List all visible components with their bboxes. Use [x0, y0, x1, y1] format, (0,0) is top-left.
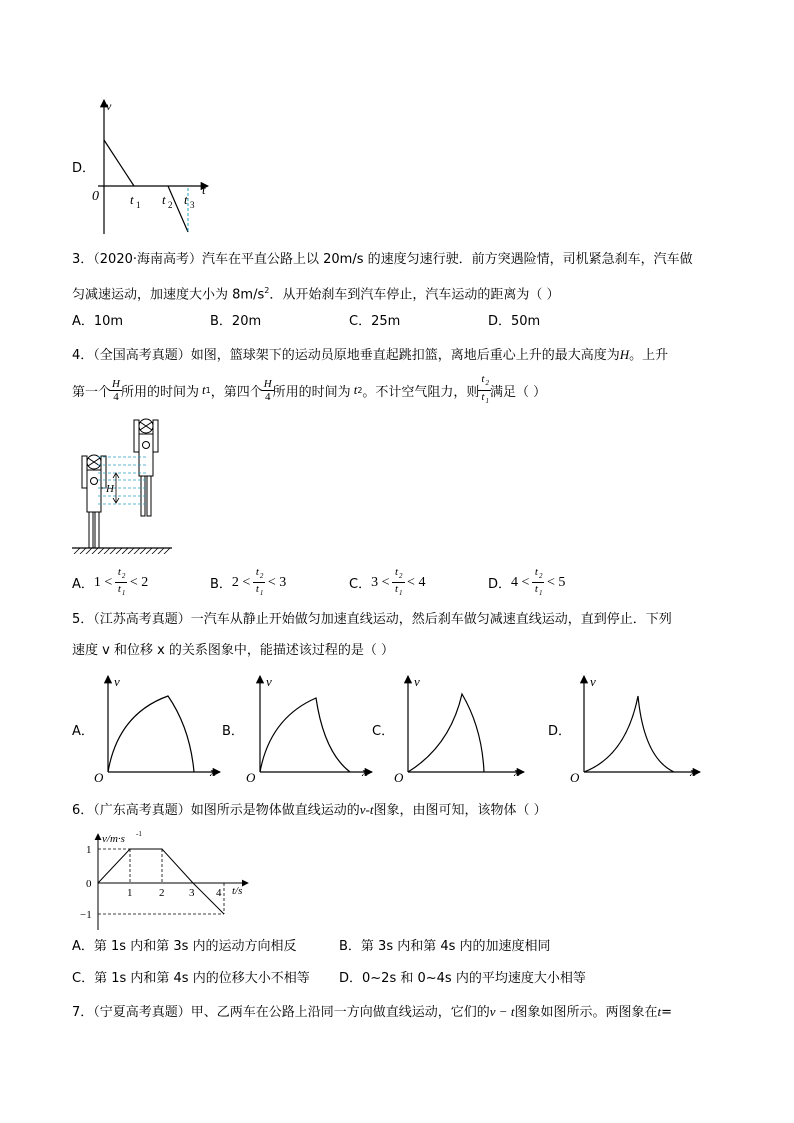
svg-text:v/m·s: v/m·s: [102, 833, 125, 845]
svg-text:3: 3: [189, 887, 195, 899]
q4-ground-hatch: [74, 548, 170, 554]
svg-text:O: O: [246, 770, 256, 784]
q4-frac-h4-b: $\frac{H}{4}$: [263, 377, 272, 403]
q4-player-standing: [82, 455, 106, 548]
q5-curve-c: [408, 694, 484, 772]
q5-option-d-label[interactable]: D．: [548, 724, 572, 739]
q2-t1: t: [130, 192, 134, 207]
q2-t3: t: [184, 192, 188, 207]
q2-option-d-label: D．: [72, 161, 96, 176]
svg-text:4: 4: [216, 887, 222, 899]
q5-line-1: 5．（江苏高考真题）一汽车从静止开始做匀加速直线运动，然后刹车做匀减速直线运动，直到停止．下列: [72, 612, 672, 627]
q3-option-b[interactable]: B．20m: [210, 314, 262, 329]
q2-v-label: v: [106, 99, 112, 113]
q4-frac-h4-a: $\frac{H}{4}$: [112, 377, 120, 403]
svg-text:x: x: [690, 764, 696, 779]
q5-graph-c: [390, 672, 530, 784]
q5-graph-a: [90, 672, 226, 784]
q6-dashed-guides: [98, 849, 224, 914]
q3-line-1: 3．（2020·海南高考）汽车在平直公路上以 20m/s 的速度匀速行驶．前方突遇险情，司机紧急刹车，汽车做: [72, 252, 693, 267]
svg-text:0: 0: [86, 878, 92, 890]
q5-curve-d: [584, 696, 674, 772]
q4-h-label: H: [106, 483, 114, 495]
q2-t3-sub: 3: [190, 200, 195, 210]
svg-text:x: x: [362, 764, 368, 779]
svg-text:1: 1: [86, 844, 92, 856]
svg-text:x: x: [210, 764, 216, 779]
svg-text:−1: −1: [80, 909, 92, 921]
svg-text:x: x: [514, 764, 520, 779]
svg-text:v: v: [114, 674, 120, 689]
q4-frac-t2t1: $\frac{t_2}{t_1}$: [479, 373, 490, 406]
q6-vt-line: [98, 849, 224, 914]
q3-option-d[interactable]: D．50m: [488, 314, 541, 329]
svg-text:v: v: [414, 674, 420, 689]
q4-option-d[interactable]: D． 4 < $\frac{t_2}{t_1}$ < 5: [488, 566, 566, 598]
svg-text:v: v: [590, 674, 596, 689]
q3-option-a[interactable]: A．10m: [72, 314, 124, 329]
q5-curve-b: [260, 698, 350, 772]
q3-line-2: 匀减速运动，加速度大小为 $8m/s^2$．从开始刹车到汽车停止，汽车运动的距离为（ ）: [72, 286, 560, 303]
q2-t1-sub: 1: [136, 200, 141, 210]
svg-text:O: O: [570, 770, 580, 784]
q4-player-jumping: [134, 419, 158, 516]
q5-option-c-label[interactable]: C．: [372, 724, 395, 739]
q6-option-c[interactable]: C．第 1s 内和第 4s 内的位移大小不相等: [72, 971, 310, 986]
q4-option-b[interactable]: B． 2 < $\frac{t_2}{t_1}$ < 3: [210, 566, 287, 598]
svg-text:O: O: [394, 770, 404, 784]
q5-line-2: 速度 v 和位移 x 的关系图象中，能描述该过程的是（ ）: [72, 643, 395, 658]
q5-curve-a: [108, 696, 194, 772]
q2-t2: t: [162, 192, 166, 207]
q2-vt-graph: [86, 96, 216, 238]
svg-text:v: v: [266, 674, 272, 689]
q5-option-a-label[interactable]: A．: [72, 724, 94, 739]
svg-text:-1: -1: [136, 830, 142, 838]
q2-segment-1: [104, 140, 134, 186]
q4-option-c[interactable]: C． 3 < $\frac{t_2}{t_1}$ < 4: [349, 566, 426, 598]
q6-vt-graph: [76, 824, 256, 934]
q6-option-a[interactable]: A．第 1s 内和第 3s 内的运动方向相反: [72, 939, 297, 954]
q5-option-b-label[interactable]: B．: [222, 724, 244, 739]
q4-option-a[interactable]: A． 1 < $\frac{t_2}{t_1}$ < 2: [72, 566, 149, 598]
q5-graph-d: [566, 672, 706, 784]
svg-text:O: O: [94, 770, 104, 784]
q5-graph-b: [242, 672, 378, 784]
svg-text:t/s: t/s: [232, 885, 243, 897]
q6-option-d[interactable]: D．0~2s 和 0~4s 内的平均速度大小相等: [339, 971, 586, 986]
q7-line-1: 7．（宁夏高考真题）甲、乙两车在公路上沿同一方向做直线运动，它们的v − t图象如图所示。两图象在t=: [72, 1004, 672, 1020]
q2-origin: 0: [92, 189, 99, 204]
q4-basketball-figure: [70, 418, 176, 554]
q3-option-c[interactable]: C．25m: [349, 314, 401, 329]
q2-t2-sub: 2: [168, 200, 173, 210]
svg-text:1: 1: [127, 887, 133, 899]
q2-t-label: t: [202, 182, 206, 197]
svg-text:2: 2: [159, 887, 165, 899]
q4-line-1: 4．（全国高考真题）如图，篮球架下的运动员原地垂直起跳扣篮，离地后重心上升的最大高度为H。上升: [72, 347, 669, 363]
q6-option-b[interactable]: B．第 3s 内和第 4s 内的加速度相同: [339, 939, 551, 954]
q6-line-1: 6．（广东高考真题）如图所示是物体做直线运动的v-t图象，由图可知，该物体（ ）: [72, 802, 547, 818]
q4-line-2: 第一个 $\frac{H}{4}$ 所用的时间为 t 1 ，第四个 $\frac{H}{4}$ 所用的时间为 t 2 。不计空气阻力，则 $\frac{t_2}{t_1}$ 满足（ ）: [72, 373, 547, 405]
